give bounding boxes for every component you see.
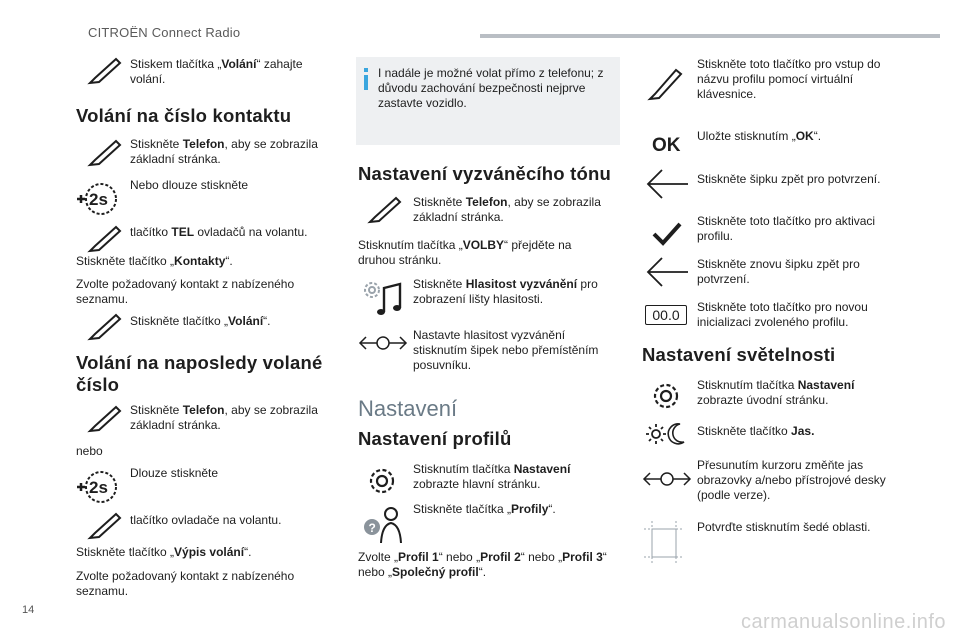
instruction-call-2: Stiskněte tlačítko „Volání“. — [130, 314, 271, 328]
checkmark-icon — [650, 220, 684, 248]
instruction-back-confirm-2: Stiskněte znovu šipku zpět pro potvrzení. — [697, 257, 860, 286]
instruction-choose-contact: Zvolte požadovaný kontakt z nabízeného seznamu. — [76, 277, 295, 306]
instruction-choose-contact-2: Zvolte požadovaný kontakt z nabízeného seznamu. — [76, 569, 295, 598]
instruction-settings-2: Stisknutím tlačítka Nastavení zobrazte úvodní stránku. — [697, 378, 855, 407]
instruction-phone-1: Stiskněte Telefon, aby se zobrazila základní stránka. — [130, 137, 318, 166]
svg-text:?: ? — [368, 521, 376, 535]
instruction-profile-name: Stiskněte toto tlačítko pro vstup do názvu profilu pomocí virtuální klávesnice. — [697, 57, 881, 101]
instruction-phone-2: Stiskněte Telefon, aby se zobrazila základní stránka. — [130, 403, 318, 432]
instruction-reset-profile: Stiskněte toto tlačítko pro novou inicializaci zvoleného profilu. — [697, 300, 868, 329]
text-or: nebo — [76, 444, 103, 458]
reset-icon: 00.0 — [645, 305, 687, 325]
instruction-tel: tlačítko TEL ovladačů na volantu. — [130, 225, 308, 239]
pen-icon — [646, 66, 686, 102]
profile-icon — [362, 505, 406, 545]
instruction-brightness: Stiskněte tlačítko Jas. — [697, 424, 815, 438]
heading-brightness: Nastavení světelnosti — [642, 344, 836, 365]
long-press-2s-icon — [74, 182, 122, 216]
ok-icon: OK — [652, 135, 681, 156]
instruction-call: Stiskem tlačítka „Volání“ zahajte volání. — [130, 57, 303, 86]
header-title: CITROËN Connect Radio — [88, 25, 241, 40]
watermark: carmanualsonline.info — [740, 611, 946, 633]
section-heading-settings: Nastavení — [358, 396, 458, 421]
svg-text:2s: 2s — [89, 478, 108, 497]
instruction-phone-3: Stiskněte Telefon, aby se zobrazila základní stránka. — [413, 195, 601, 224]
back-arrow-icon — [644, 256, 690, 288]
instruction-profiles: Stiskněte tlačítka „Profily“. — [413, 502, 556, 516]
instruction-settings: Stisknutím tlačítka Nastavení zobrazte hlavní stránku. — [413, 462, 571, 491]
long-press-2s-icon — [74, 470, 122, 504]
heading-last-number: Volání na naposledy volané číslo — [76, 352, 323, 395]
heading-call-contact: Volání na číslo kontaktu — [76, 105, 292, 126]
instruction-set-volume: Nastavte hlasitost vyzvánění stisknutím šipek nebo přemístěním posuvníku. — [413, 328, 599, 372]
heading-ringtone: Nastavení vyzváněcího tónu — [358, 163, 611, 184]
page-number: 14 — [22, 604, 35, 616]
back-arrow-icon — [644, 168, 690, 200]
pen-icon — [86, 224, 126, 254]
instruction-options: Stisknutím tlačítka „VOLBY“ přejděte na druhou stránku. — [358, 238, 572, 267]
instruction-choose-profile: Zvolte „Profil 1“ nebo „Profil 2“ nebo „Profil 3“ nebo „Společný profil“. — [358, 550, 607, 579]
gear-icon — [366, 465, 398, 497]
instruction-long-press-2: Dlouze stiskněte — [130, 466, 219, 480]
instruction-activate-profile: Stiskněte toto tlačítko pro aktivaci profilu. — [697, 214, 876, 243]
heading-profiles: Nastavení profilů — [358, 428, 512, 449]
instruction-back-confirm: Stiskněte šipku zpět pro potvrzení. — [697, 172, 881, 186]
pen-icon — [86, 56, 126, 86]
instruction-contacts: Stiskněte tlačítko „Kontakty“. — [76, 254, 233, 268]
instruction-call-log: Stiskněte tlačítko „Výpis volání“. — [76, 545, 252, 559]
gear-icon — [650, 380, 682, 412]
info-note — [356, 57, 620, 145]
slider-arrows-icon — [642, 466, 692, 492]
instruction-confirm-grey: Potvrďte stisknutím šedé oblasti. — [697, 520, 871, 534]
instruction-steering-control: tlačítko ovladače na volantu. — [130, 513, 282, 527]
grey-area-icon — [644, 521, 684, 565]
pen-icon — [86, 312, 126, 342]
info-icon — [364, 68, 368, 90]
instruction-ringtone-volume: Stiskněte Hlasitost vyzvánění pro zobrazení lišty hlasitosti. — [413, 277, 598, 306]
slider-arrows-icon — [358, 330, 408, 356]
header-divider — [480, 34, 940, 38]
info-note-text: I nadále je možné volat přímo z telefonu; z důvodu zachování bezpečnosti nejprve zastavte vozidlo. — [378, 66, 604, 110]
instruction-save-ok: Uložte stisknutím „OK“. — [697, 129, 822, 143]
svg-text:2s: 2s — [89, 190, 108, 209]
pen-icon — [86, 138, 126, 168]
pen-icon — [86, 404, 126, 434]
instruction-long-press: Nebo dlouze stiskněte — [130, 178, 249, 192]
instruction-move-cursor: Přesunutím kurzoru změňte jas obrazovky a/nebo přístrojové desky (podle verze). — [697, 458, 886, 502]
pen-icon — [86, 511, 126, 541]
ringtone-volume-icon — [360, 280, 406, 318]
brightness-icon — [644, 422, 688, 446]
pen-icon — [366, 195, 406, 225]
